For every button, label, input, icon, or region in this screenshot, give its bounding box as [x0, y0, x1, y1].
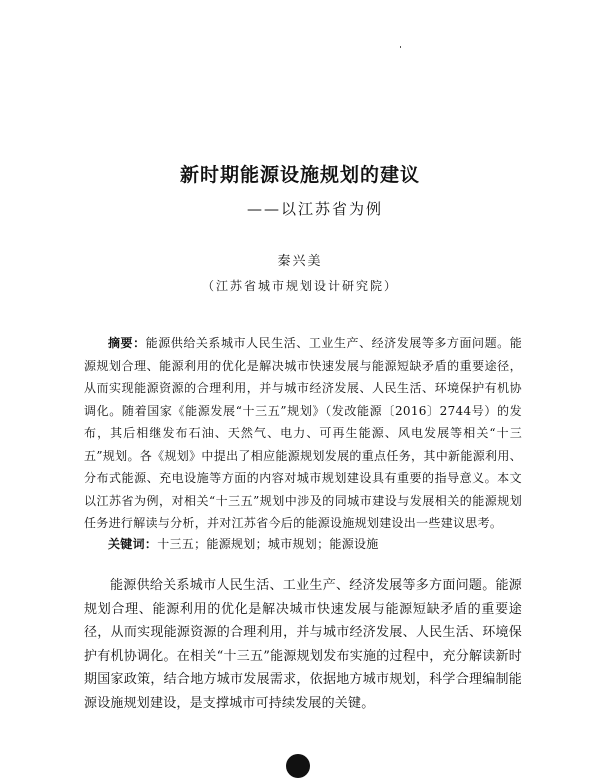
abstract-paragraph: [84, 332, 522, 535]
author-name: 秦兴美: [277, 254, 323, 269]
author-affiliation: （江苏省城市规划设计研究院）: [201, 279, 398, 293]
article-subtitle: ——以江苏省为例: [246, 200, 383, 218]
article-title: 新时期能源设施规划的建议: [179, 164, 420, 186]
abstract-label: 摘要：: [108, 336, 146, 350]
keywords-label: 关键词：: [108, 537, 158, 551]
keywords-line: [84, 534, 522, 554]
body-paragraph: 能源供给关系城市人民生活、工业生产、经济发展等多方面问题。能源规划合理、能源利用的优化是解决城市快速发展与能源短缺矛盾的重要途径，从而实现能源资源的合理利用，并与城市经济发展、人民生活、环境保护有机协调化。在相关“十三五”能源规划发布实施的过程中，充分解读新时期国家政策，结合地方城市发展需求，依据地方城市规划，科学合理编制能源设施规划建设，是支撑城市可持续发展的关键。: [84, 578, 522, 711]
abstract-text: 能源供给关系城市人民生活、工业生产、经济发展等多方面问题。能源规划合理、能源利用的优化是解决城市快速发展与能源短缺矛盾的重要途径，从而实现能源资源的合理利用，并与城市经济发展、人民生活、环境保护有机协调化。随着国家《能源发展“十三五”规划》（发改能源〔2016〕2744号）的发布，其后相继发布石油、天然气、电力、可再生能源、风电发展等相关“十三五”规划。各《规划》中提出了相应能源规划发展的重点任务，其中新能源利用、分布式能源、充电设施等方面的内容对城市规划建设具有重要的指导意义。本文以江苏省为例，对相关“十三五”规划中涉及的同城市建设与发展相关的能源规划任务进行解读与分析，并对江苏省今后的能源设施规划建设出一些建议思考。: [84, 336, 522, 530]
page-number-mark: [286, 754, 310, 778]
keywords-text: 十三五；能源规划；城市规划；能源设施: [157, 537, 379, 551]
scan-mark: [400, 46, 401, 48]
